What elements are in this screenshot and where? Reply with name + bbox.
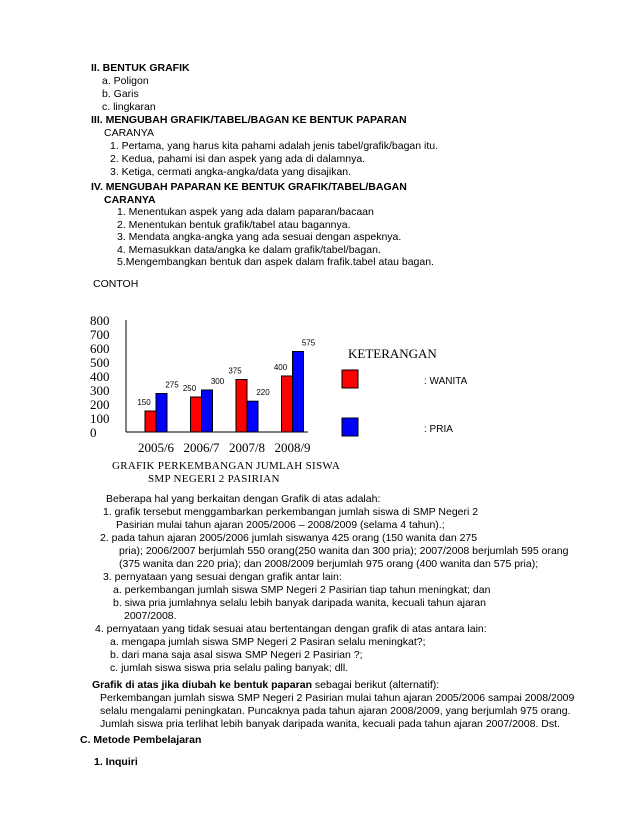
list-item: c. lingkaran [102,101,156,113]
analysis-intro: Beberapa hal yang berkaitan dengan Grafik di atas adalah: [106,493,381,505]
analysis-line: (375 wanita dan 220 pria); dan 2008/2009 berjumlah 975 orang (400 wanita dan 575 pria); [119,558,539,570]
legend-swatch-wanita [342,370,358,388]
bar-wanita [236,380,247,433]
data-label: 375 [228,366,242,376]
list-item: 2. Kedua, pahami isi dan aspek yang ada di dalamnya. [110,153,366,165]
data-label: 250 [182,384,197,393]
analysis-line: a. perkembangan jumlah siswa SMP Negeri 2 Pasirian tiap tahun meningkat; dan [113,584,491,596]
contoh-label: CONTOH [93,278,139,290]
section-3-subtitle: CARANYA [104,127,154,139]
data-label: 275 [165,380,179,390]
analysis-line: 4. pernyataan yang tidak sesuai atau bertentangan dengan grafik di atas antara lain: [95,623,487,635]
legend-label: : PRIA [424,424,453,435]
x-tick-label: 2007/8 [228,440,266,455]
list-item: 4. Memasukkan data/angka ke dalam grafik/tabel/bagan. [117,244,381,256]
y-tick-label: 0 [90,425,97,440]
y-tick-label: 100 [90,411,110,426]
paparan-heading-bold: Grafik di atas jika diubah ke bentuk paparan [92,679,312,691]
legend-swatch-pria [342,418,358,436]
bar-pria [202,390,213,432]
bar-wanita [145,411,156,432]
analysis-line: 1. grafik tersebut menggambarkan perkembangan jumlah siswa di SMP Negeri 2 [103,506,479,518]
section-4-subtitle: CARANYA [104,194,156,206]
analysis-line: 3. pernyataan yang sesuai dengan grafik antar lain: [103,571,342,583]
analysis-line: a. mengapa jumlah siswa SMP Negeri 2 Pasiran selalu meningkat?; [110,636,426,648]
section-3-title: III. MENGUBAH GRAFIK/TABEL/BAGAN KE BENTUK PAPARAN [91,114,407,126]
analysis-line: b. siwa pria jumlahnya selalu lebih banyak daripada wanita, kecuali tahun ajaran [113,597,486,609]
paparan-heading [92,679,439,692]
y-tick-label: 700 [90,327,110,342]
y-tick-label: 400 [90,369,110,384]
paparan-line: selalu mengalami peningkatan. Puncaknya pada tahun ajaran 2008/2009, yang berjumlah 975 orang. [100,705,571,717]
section-c-item-1: 1. Inquiri [94,756,138,768]
paparan-line: Jumlah siswa pria terlihat lebih banyak daripada wanita, kecuali pada tahun ajaran 2007/2008. Dst. [100,718,560,730]
data-label: 220 [256,388,270,398]
list-item: 2. Menentukan bentuk grafik/tabel atau bagannya. [117,219,351,231]
analysis-line: b. dari mana saja asal siswa SMP Negeri 2 Pasirian ?; [110,649,363,661]
section-2-title: II. BENTUK GRAFIK [91,62,190,74]
x-tick-label: 2008/9 [274,440,311,455]
data-label: 400 [273,363,288,372]
y-tick-label: 500 [90,355,110,370]
bar-pria [156,394,167,433]
y-tick-label: 600 [90,341,110,356]
data-label: 575 [301,338,316,348]
analysis-line: Pasirian mulai tahun ajaran 2005/2006 – 2008/2009 (selama 4 tahun).; [116,519,445,531]
list-item: 3. Ketiga, cermati angka-angka/data yang disajikan. [110,166,352,178]
x-tick-label: 2005/6 [137,440,175,455]
bar-pria [293,352,304,433]
data-label: 300 [210,377,225,386]
legend-label: : WANITA [424,376,468,387]
analysis-line: c. jumlah siswa siswa pria selalu paling banyak; dll. [110,662,349,674]
bar-pria [247,401,258,432]
list-item: 3. Mendata angka-angka yang ada sesuai dengan aspeknya. [117,231,402,243]
bar-wanita [282,376,293,432]
y-tick-label: 200 [90,397,110,412]
list-item: a. Poligon [102,75,149,87]
bar-wanita [191,397,202,432]
list-item: b. Garis [102,88,139,100]
analysis-line: 2. pada tahun ajaran 2005/2006 jumlah siswanya 425 orang (150 wanita dan 275 [100,532,478,544]
legend-title: KETERANGAN [348,346,437,361]
list-item: 1. Menentukan aspek yang ada dalam paparan/bacaan [117,206,374,218]
x-tick-label: 2006/7 [183,440,220,455]
chart-subtitle: SMP NEGERI 2 PASIRIAN [148,473,280,485]
paparan-line: Perkembangan jumlah siswa SMP Negeri 2 Pasirian mulai tahun ajaran 2005/2006 sampai 2008/2009 [100,692,575,704]
y-tick-label: 800 [90,313,110,328]
list-item: 5.Mengembangkan bentuk dan aspek dalam frafik.tabel atau bagan. [117,256,434,268]
data-label: 150 [137,398,151,407]
paparan-heading-rest: sebagai berikut (alternatif): [311,679,440,691]
section-4-title: IV. MENGUBAH PAPARAN KE BENTUK GRAFIK/TABEL/BAGAN [91,181,407,193]
analysis-line: pria); 2006/2007 berjumlah 550 orang(250 wanita dan 300 pria); 2007/2008 berjumlah 595 orang [119,545,569,557]
analysis-line: 2007/2008. [124,610,177,622]
y-tick-label: 300 [90,383,110,398]
section-c-title: C. Metode Pembelajaran [80,734,202,746]
chart-title: GRAFIK PERKEMBANGAN JUMLAH SISWA [112,460,341,472]
list-item: 1. Pertama, yang harus kita pahami adalah jenis tabel/grafik/bagan itu. [110,140,439,152]
